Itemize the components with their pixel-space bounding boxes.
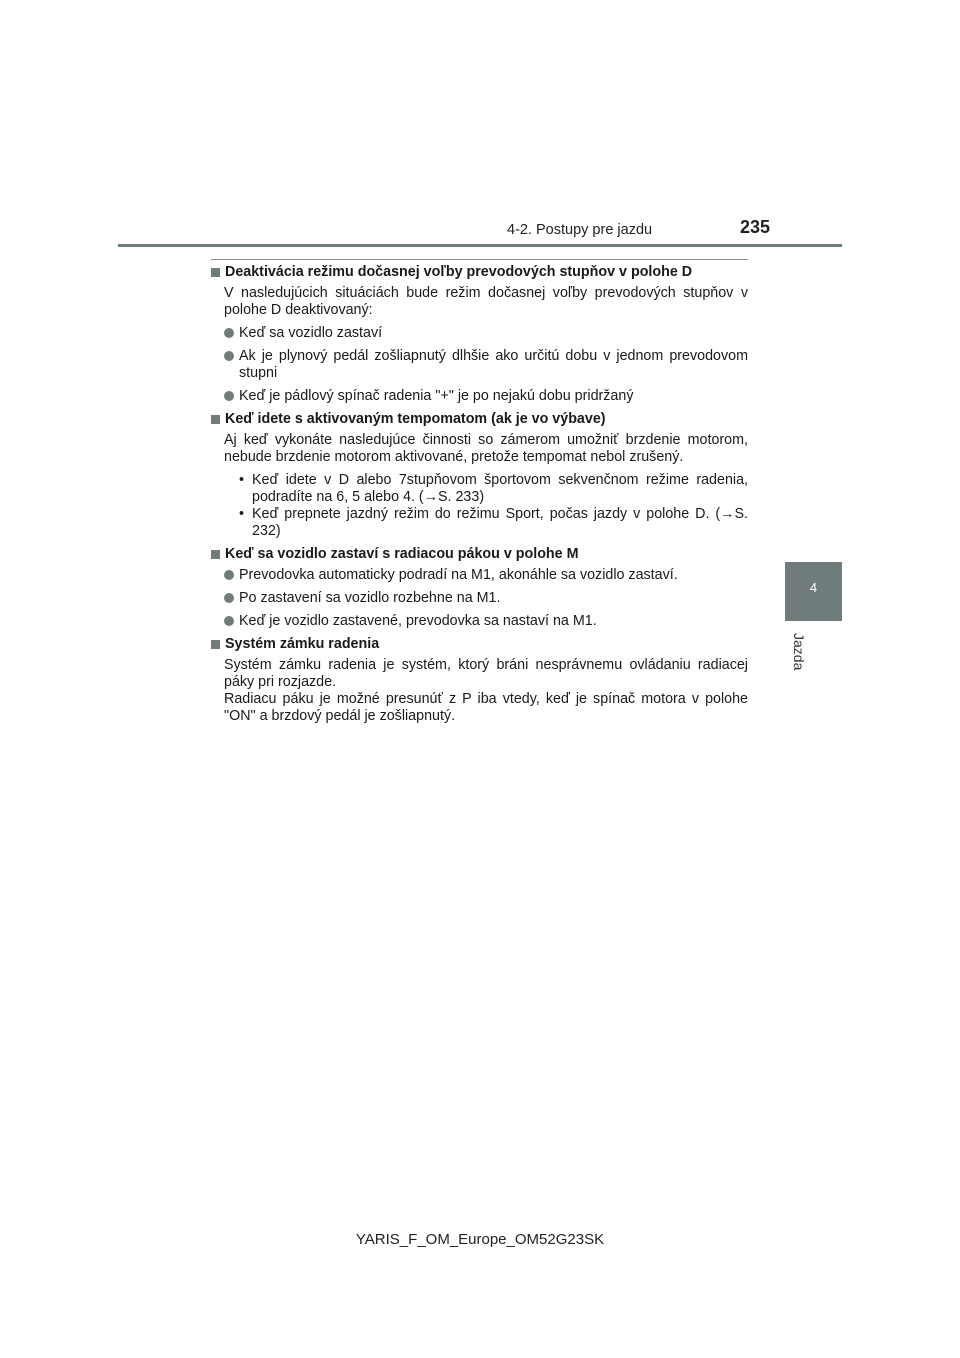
small-bullet-icon: • <box>239 472 245 488</box>
round-bullet-icon <box>224 351 234 361</box>
square-bullet-icon <box>211 640 220 649</box>
list-item-text: Po zastavení sa vozidlo rozbehne na M1. <box>239 590 501 606</box>
list-item <box>210 590 748 607</box>
heading-text: Keď idete s aktivovaným tempomatom (ak je vo výbave) <box>225 411 606 427</box>
section-heading <box>210 411 748 428</box>
square-bullet-icon <box>211 415 220 424</box>
round-bullet-icon <box>224 616 234 626</box>
list-item <box>210 567 748 584</box>
section-heading <box>210 636 748 653</box>
list-item <box>210 348 748 382</box>
chapter-label: Jazda <box>791 633 807 671</box>
sub-list-item <box>210 506 748 540</box>
list-item <box>210 388 748 405</box>
list-item-text: Keď je pádlový spínač radenia "+" je po nejakú dobu pridržaný <box>239 388 634 404</box>
round-bullet-icon <box>224 391 234 401</box>
sub-list-item <box>210 472 748 506</box>
round-bullet-icon <box>224 593 234 603</box>
square-bullet-icon <box>211 550 220 559</box>
list-item <box>210 325 748 342</box>
sub-list-item-text: Keď idete v D alebo 7stupňovom športovom sekvenčnom režime radenia, podradíte na 6, 5 alebo 4. (→S. 233) <box>252 472 748 505</box>
list-item-text: Keď je vozidlo zastavené, prevodovka sa nastaví na M1. <box>239 613 597 629</box>
chapter-tab <box>785 562 842 621</box>
paragraph: V nasledujúcich situáciách bude režim dočasnej voľby prevodových stupňov v polohe D deaktivovaný: <box>224 285 748 318</box>
paragraph: Aj keď vykonáte nasledujúce činnosti so zámerom umožniť brzdenie motorom, nebude brzdenie motorom aktivované, pretože tempomat nebol zrušený. <box>224 432 748 465</box>
paragraph: Radiacu páku je možné presunúť z P iba vtedy, keď je spínač motora v polohe "ON" a brzdový pedál je zošliapnutý. <box>224 691 748 724</box>
header-divider <box>118 244 842 247</box>
document-footer: YARIS_F_OM_Europe_OM52G23SK <box>355 1231 605 1248</box>
chapter-number: 4 <box>809 580 818 595</box>
square-bullet-icon <box>211 268 220 277</box>
list-item <box>210 613 748 630</box>
round-bullet-icon <box>224 328 234 338</box>
content-divider <box>211 259 748 260</box>
page-content <box>210 264 748 731</box>
list-item-text: Ak je plynový pedál zošliapnutý dlhšie ako určitú dobu v jednom prevodovom stupni <box>239 348 748 381</box>
paragraph: Systém zámku radenia je systém, ktorý bráni nesprávnemu ovládaniu radiacej páky pri rozjazde. <box>224 657 748 690</box>
sub-list <box>210 472 748 540</box>
page-number: 235 <box>740 217 771 237</box>
section-heading <box>210 264 748 281</box>
heading-text: Deaktivácia režimu dočasnej voľby prevodových stupňov v polohe D <box>225 264 693 280</box>
list-item-text: Prevodovka automaticky podradí na M1, akonáhle sa vozidlo zastaví. <box>239 567 678 583</box>
heading-text: Systém zámku radenia <box>225 636 380 652</box>
section-title: 4-2. Postupy pre jazdu <box>507 222 653 238</box>
heading-text: Keď sa vozidlo zastaví s radiacou pákou v polohe M <box>225 546 579 562</box>
small-bullet-icon: • <box>239 506 245 522</box>
round-bullet-icon <box>224 570 234 580</box>
section-heading <box>210 546 748 563</box>
list-item-text: Keď sa vozidlo zastaví <box>239 325 383 341</box>
sub-list-item-text: Keď prepnete jazdný režim do režimu Sport, počas jazdy v polohe D. (→S. 232) <box>252 506 748 539</box>
